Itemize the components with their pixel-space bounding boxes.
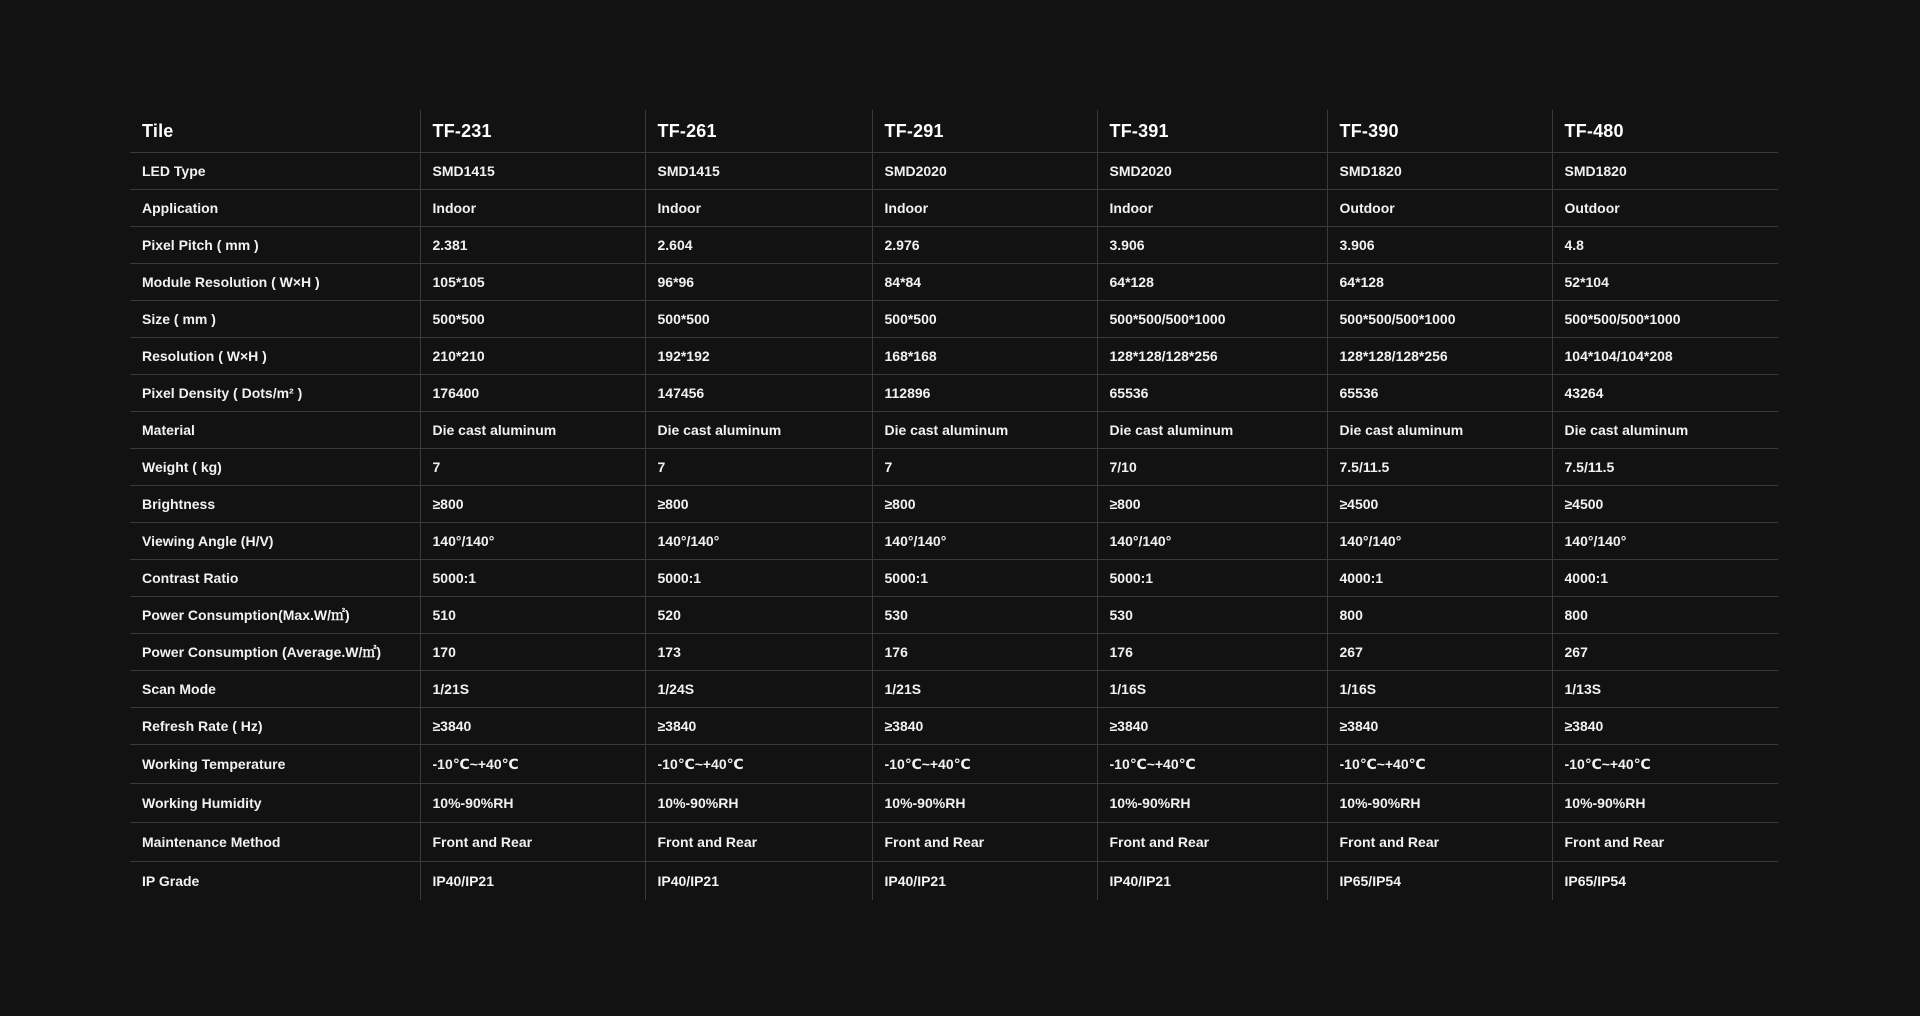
spec-value: 5000:1 [420,560,645,597]
spec-value: SMD1415 [420,153,645,190]
spec-value: 267 [1327,634,1552,671]
spec-value: ≥800 [872,486,1097,523]
spec-value: Die cast aluminum [645,412,872,449]
spec-table-body [130,153,1778,901]
table-row [130,338,1778,375]
spec-value: 520 [645,597,872,634]
spec-value: 2.381 [420,227,645,264]
row-label: Power Consumption (Average.W/㎡) [130,634,420,671]
row-label: Power Consumption(Max.W/㎡) [130,597,420,634]
table-row [130,634,1778,671]
spec-value: 500*500 [645,301,872,338]
spec-value: 500*500/500*1000 [1552,301,1778,338]
spec-value: 168*168 [872,338,1097,375]
row-label: Contrast Ratio [130,560,420,597]
spec-value: ≥4500 [1552,486,1778,523]
spec-value: 267 [1552,634,1778,671]
spec-value: 176 [872,634,1097,671]
spec-value: IP40/IP21 [872,862,1097,901]
header-cell-model: TF-291 [872,110,1097,153]
spec-value: 3.906 [1097,227,1327,264]
spec-value: 112896 [872,375,1097,412]
spec-value: 43264 [1552,375,1778,412]
spec-value: -10℃~+40℃ [1552,745,1778,784]
table-row [130,449,1778,486]
row-label: Pixel Density ( Dots/m² ) [130,375,420,412]
spec-value: 7 [872,449,1097,486]
spec-value: IP40/IP21 [1097,862,1327,901]
spec-value: SMD1415 [645,153,872,190]
spec-value: 530 [872,597,1097,634]
table-row [130,862,1778,901]
spec-value: Outdoor [1552,190,1778,227]
spec-value: 500*500 [420,301,645,338]
spec-value: -10℃~+40℃ [420,745,645,784]
spec-value: -10℃~+40℃ [1327,745,1552,784]
spec-value: SMD1820 [1327,153,1552,190]
table-row [130,597,1778,634]
spec-value: IP65/IP54 [1327,862,1552,901]
row-label: Material [130,412,420,449]
header-cell-model: TF-391 [1097,110,1327,153]
spec-value: 5000:1 [645,560,872,597]
spec-value: 3.906 [1327,227,1552,264]
row-label: Scan Mode [130,671,420,708]
spec-value: Indoor [872,190,1097,227]
row-label: Size ( mm ) [130,301,420,338]
spec-value: SMD2020 [1097,153,1327,190]
spec-value: 140°/140° [420,523,645,560]
spec-value: ≥3840 [420,708,645,745]
spec-value: ≥3840 [645,708,872,745]
spec-value: 176400 [420,375,645,412]
spec-value: IP65/IP54 [1552,862,1778,901]
table-row [130,412,1778,449]
spec-value: 173 [645,634,872,671]
spec-value: Outdoor [1327,190,1552,227]
row-label: Resolution ( W×H ) [130,338,420,375]
spec-value: Die cast aluminum [872,412,1097,449]
header-cell-model: TF-390 [1327,110,1552,153]
spec-value: -10℃~+40℃ [1097,745,1327,784]
spec-value: Front and Rear [645,823,872,862]
row-label: Viewing Angle (H/V) [130,523,420,560]
table-row [130,375,1778,412]
table-row [130,227,1778,264]
spec-value: 800 [1552,597,1778,634]
spec-value: 7 [645,449,872,486]
row-label: Working Humidity [130,784,420,823]
spec-value: 500*500/500*1000 [1327,301,1552,338]
spec-value: SMD1820 [1552,153,1778,190]
header-row [130,110,1778,153]
row-label: Working Temperature [130,745,420,784]
spec-value: 105*105 [420,264,645,301]
spec-value: Die cast aluminum [1552,412,1778,449]
row-label: Module Resolution ( W×H ) [130,264,420,301]
header-cell-model: TF-231 [420,110,645,153]
spec-value: Front and Rear [872,823,1097,862]
spec-value: ≥3840 [1552,708,1778,745]
spec-value: 96*96 [645,264,872,301]
spec-value: Front and Rear [1327,823,1552,862]
spec-value: 210*210 [420,338,645,375]
spec-value: 7.5/11.5 [1552,449,1778,486]
spec-value: 4000:1 [1552,560,1778,597]
row-label: Weight ( kg) [130,449,420,486]
spec-value: ≥4500 [1327,486,1552,523]
spec-value: 1/16S [1097,671,1327,708]
spec-value: 64*128 [1097,264,1327,301]
spec-value: 176 [1097,634,1327,671]
spec-value: 140°/140° [1552,523,1778,560]
spec-value: 500*500 [872,301,1097,338]
header-cell-model: TF-480 [1552,110,1778,153]
spec-value: 800 [1327,597,1552,634]
spec-value: 1/21S [420,671,645,708]
spec-value: 128*128/128*256 [1097,338,1327,375]
row-label: Pixel Pitch ( mm ) [130,227,420,264]
spec-value: 64*128 [1327,264,1552,301]
table-row [130,708,1778,745]
spec-value: 140°/140° [645,523,872,560]
spec-value: 140°/140° [872,523,1097,560]
table-row [130,745,1778,784]
spec-value: 5000:1 [1097,560,1327,597]
spec-value: Front and Rear [420,823,645,862]
table-row [130,190,1778,227]
spec-value: 10%-90%RH [645,784,872,823]
spec-value: Front and Rear [1552,823,1778,862]
table-row [130,486,1778,523]
spec-value: 4.8 [1552,227,1778,264]
row-label: Brightness [130,486,420,523]
spec-value: 510 [420,597,645,634]
spec-value: 104*104/104*208 [1552,338,1778,375]
spec-value: SMD2020 [872,153,1097,190]
spec-value: 1/24S [645,671,872,708]
spec-value: 170 [420,634,645,671]
spec-value: 1/13S [1552,671,1778,708]
spec-value: ≥3840 [1327,708,1552,745]
spec-value: -10℃~+40℃ [645,745,872,784]
spec-value: 7/10 [1097,449,1327,486]
header-cell-model: TF-261 [645,110,872,153]
spec-value: 530 [1097,597,1327,634]
spec-value: 1/21S [872,671,1097,708]
table-row [130,784,1778,823]
spec-value: ≥800 [1097,486,1327,523]
spec-value: Indoor [1097,190,1327,227]
spec-value: Die cast aluminum [1097,412,1327,449]
spec-value: 10%-90%RH [872,784,1097,823]
spec-value: Die cast aluminum [420,412,645,449]
spec-value: IP40/IP21 [645,862,872,901]
spec-value: 192*192 [645,338,872,375]
spec-value: 140°/140° [1097,523,1327,560]
table-row [130,671,1778,708]
row-label: LED Type [130,153,420,190]
spec-value: 1/16S [1327,671,1552,708]
spec-value: Front and Rear [1097,823,1327,862]
table-row [130,560,1778,597]
table-row [130,523,1778,560]
spec-value: 2.976 [872,227,1097,264]
table-row [130,823,1778,862]
spec-value: 84*84 [872,264,1097,301]
spec-value: 52*104 [1552,264,1778,301]
row-label: Maintenance Method [130,823,420,862]
row-label: Refresh Rate ( Hz) [130,708,420,745]
spec-value: 65536 [1327,375,1552,412]
spec-value: 4000:1 [1327,560,1552,597]
spec-table [130,110,1778,900]
spec-value: 10%-90%RH [1552,784,1778,823]
spec-value: 7 [420,449,645,486]
table-row [130,301,1778,338]
spec-value: 65536 [1097,375,1327,412]
spec-value: 147456 [645,375,872,412]
spec-value: Die cast aluminum [1327,412,1552,449]
spec-value: 500*500/500*1000 [1097,301,1327,338]
spec-value: Indoor [645,190,872,227]
spec-value: 2.604 [645,227,872,264]
spec-value: Indoor [420,190,645,227]
row-label: IP Grade [142,873,200,889]
table-row [130,264,1778,301]
spec-value: ≥3840 [872,708,1097,745]
spec-value: ≥3840 [1097,708,1327,745]
spec-value: 7.5/11.5 [1327,449,1552,486]
spec-value: 5000:1 [872,560,1097,597]
spec-value: IP40/IP21 [420,862,645,901]
spec-value: -10℃~+40℃ [872,745,1097,784]
spec-table-header [130,110,1778,153]
spec-value: 140°/140° [1327,523,1552,560]
spec-value: 10%-90%RH [420,784,645,823]
row-label: Application [130,190,420,227]
spec-value: ≥800 [645,486,872,523]
spec-value: 10%-90%RH [1097,784,1327,823]
spec-value: 128*128/128*256 [1327,338,1552,375]
header-cell-tile: Tile [130,110,420,153]
table-row [130,153,1778,190]
spec-value: ≥800 [420,486,645,523]
spec-value: 10%-90%RH [1327,784,1552,823]
